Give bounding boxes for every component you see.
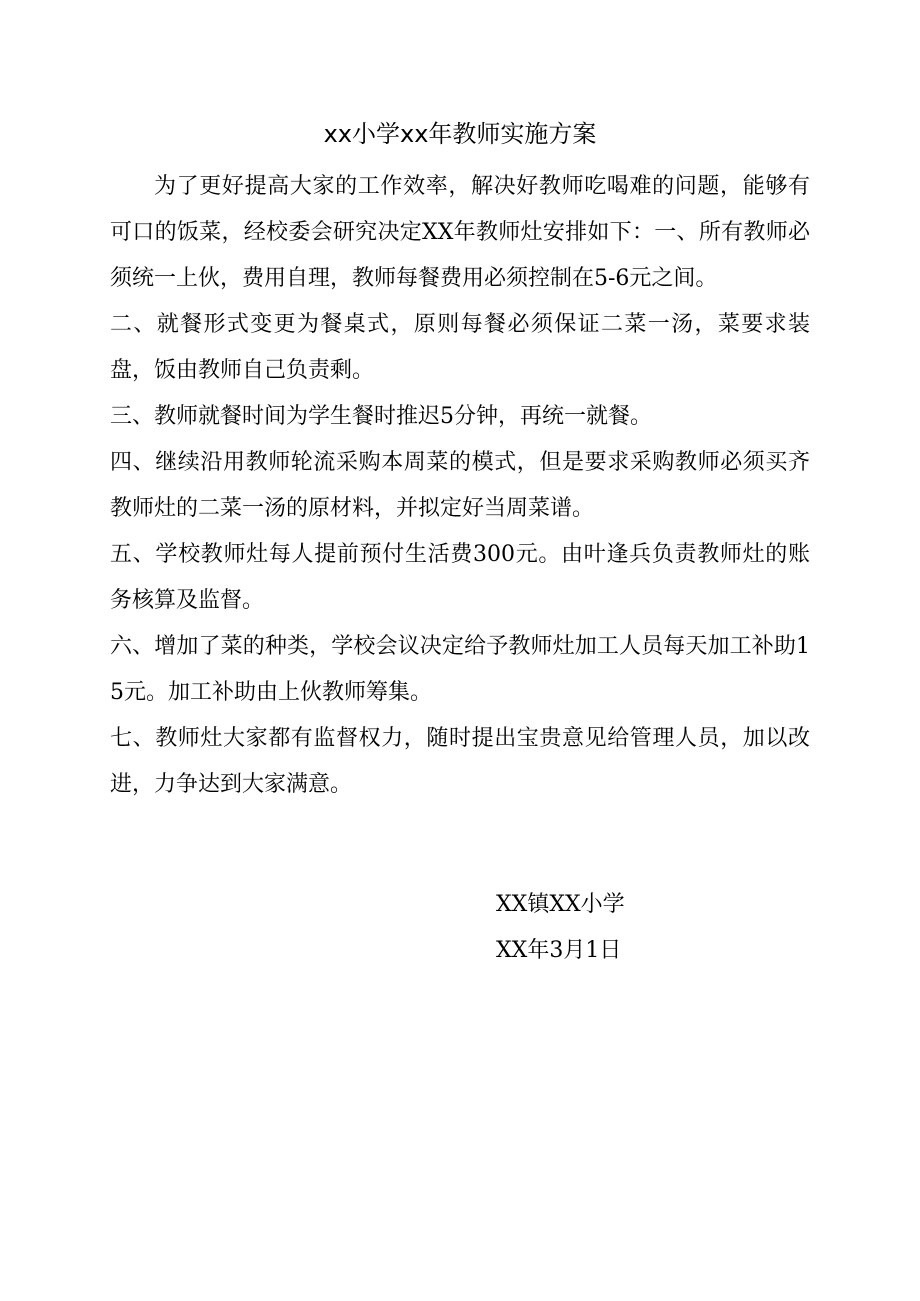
paragraph-intro: 为了更好提高大家的工作效率，解决好教师吃喝难的问题，能够有可口的饭菜，经校委会研究决定XX年教师灶安排如下：一、所有教师必须统一上伙，费用自理，教师每餐费用必须控制在5-6元之间。 [110,174,810,291]
paragraph-item-4: 四、继续沿用教师轮流采购本周菜的模式，但是要求采购教师必须买齐教师灶的二菜一汤的原材料，并拟定好当周菜谱。 [110,450,810,521]
paragraph-item-7: 七、教师灶大家都有监督权力，随时提出宝贵意见给管理人员，加以改进，力争达到大家满意。 [110,726,810,797]
paragraph-item-2: 二、就餐形式变更为餐桌式，原则每餐必须保证二菜一汤，菜要求装盘，饭由教师自己负责剩。 [110,312,810,383]
paragraph-item-5: 五、学校教师灶每人提前预付生活费300元。由叶逢兵负责教师灶的账务核算及监督。 [110,542,810,613]
signature-organization: XX镇XX小学 [496,892,625,917]
document-body [110,164,810,808]
signature-date: XX年3月1日 [496,938,622,963]
document-title: xx小学xx年教师实施方案 [323,120,597,148]
paragraph-item-3: 三、教师就餐时间为学生餐时推迟5分钟，再统一就餐。 [110,404,652,429]
paragraph-item-6: 六、增加了菜的种类，学校会议决定给予教师灶加工人员每天加工补助15元。加工补助由上伙教师筹集。 [110,634,810,705]
signature-block [496,882,625,974]
